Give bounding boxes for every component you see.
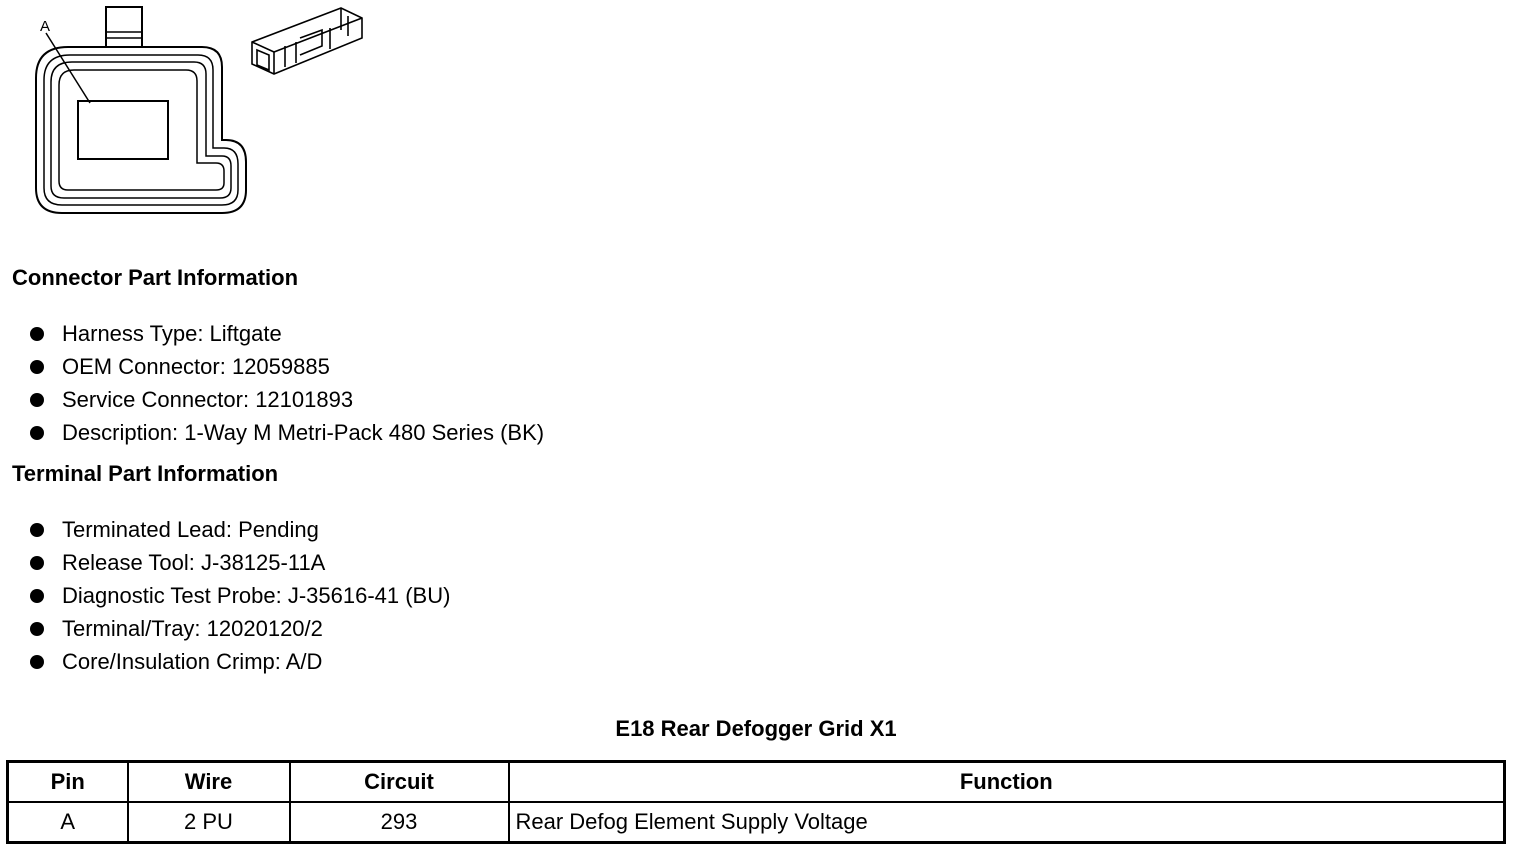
- list-item: Diagnostic Test Probe: J-35616-41 (BU): [0, 579, 450, 612]
- cell-circuit: 293: [290, 802, 509, 843]
- cell-pin: A: [8, 802, 128, 843]
- list-item: Harness Type: Liftgate: [0, 317, 544, 350]
- list-item: Core/Insulation Crimp: A/D: [0, 645, 450, 678]
- table-header-row: [8, 762, 1505, 803]
- header-pin: Pin: [8, 762, 128, 803]
- list-item: Release Tool: J-38125-11A: [0, 546, 450, 579]
- table-row: [8, 802, 1505, 843]
- terminal-info-list: [0, 513, 450, 678]
- callout-label-a: A: [40, 18, 51, 35]
- cell-function: Rear Defog Element Supply Voltage: [509, 802, 1505, 843]
- terminal-cavity-a: [78, 101, 168, 159]
- connector-info-list: [0, 317, 544, 449]
- bullet-icon: [30, 523, 44, 537]
- header-circuit: Circuit: [290, 762, 509, 803]
- bullet-icon: [30, 327, 44, 341]
- bullet-icon: [30, 360, 44, 374]
- bullet-icon: [30, 393, 44, 407]
- cell-wire: 2 PU: [128, 802, 290, 843]
- connector-latch-tab: [106, 7, 142, 47]
- bullet-icon: [30, 556, 44, 570]
- pin-table: [6, 760, 1506, 844]
- header-function: Function: [509, 762, 1505, 803]
- bullet-icon: [30, 426, 44, 440]
- header-wire: Wire: [128, 762, 290, 803]
- list-item: Service Connector: 12101893: [0, 383, 544, 416]
- list-item: OEM Connector: 12059885: [0, 350, 544, 383]
- bullet-icon: [30, 622, 44, 636]
- bullet-icon: [30, 655, 44, 669]
- connector-info-title: Connector Part Information: [12, 265, 299, 290]
- list-item: Description: 1-Way M Metri-Pack 480 Series (BK): [0, 416, 544, 449]
- list-item: Terminal/Tray: 12020120/2: [0, 612, 450, 645]
- terminal-info-title: Terminal Part Information: [12, 461, 279, 486]
- connector-isometric-view: [252, 8, 362, 74]
- connector-face-diagram: [0, 0, 380, 225]
- bullet-icon: [30, 589, 44, 603]
- list-item: Terminated Lead: Pending: [0, 513, 450, 546]
- pin-table-title: E18 Rear Defogger Grid X1: [615, 716, 897, 741]
